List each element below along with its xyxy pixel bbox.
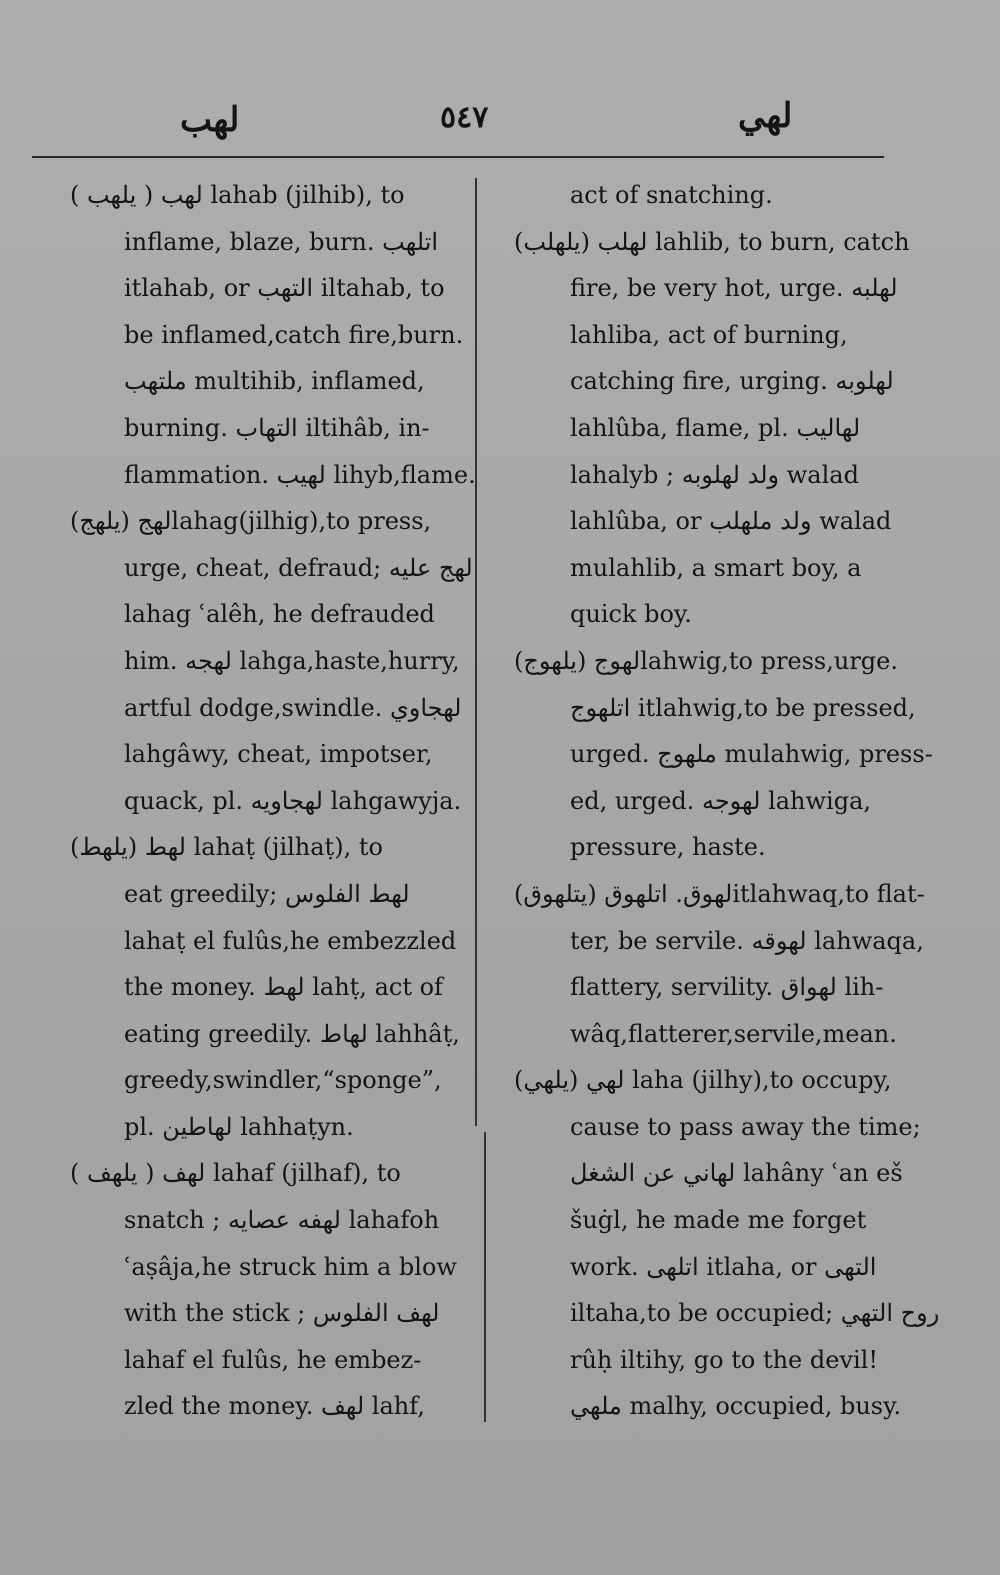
right-line: act of snatching. (570, 181, 773, 209)
left-line: لهط (يلهط) lahaṭ (jilhaṭ), to (70, 833, 383, 862)
right-line: urged. ملهوج mulahwig, press- (570, 740, 933, 769)
left-line: eat greedily; لهط الفلوس (124, 879, 410, 908)
left-line: be inflamed,catch fire,burn. (124, 320, 464, 349)
right-line: wâq,flatterer,servile,mean. (570, 1019, 897, 1048)
right-line: lahlûba, flame, pl. لهاليب (570, 413, 861, 442)
page-number: ٥٤٧ (440, 100, 489, 135)
left-line: lahaf el fulûs, he embez- (124, 1345, 422, 1374)
right-line: cause to pass away the time; (570, 1112, 921, 1141)
left-line: ملتهب multihib, inflamed, (124, 367, 425, 396)
left-line: snatch ; لهفه عصايه lahafoh (124, 1206, 440, 1235)
right-line: šuġl, he made me forget (570, 1206, 867, 1235)
right-line: lahliba, act of burning, (570, 320, 848, 349)
left-line: lahaṭ el fulûs,he embezzled (124, 926, 457, 955)
right-line: catching fire, urging. لهلوبه (570, 367, 894, 396)
right-line: flattery, servility. لهواق lih- (570, 973, 884, 1002)
right-line: quick boy. (570, 600, 692, 629)
left-line: zled the money. لهف lahf, (124, 1392, 425, 1421)
left-line: pl. لهاطين lahhaṭyn. (124, 1112, 354, 1141)
left-column (70, 172, 476, 1430)
right-line: fire, be very hot, urge. لهلبه (570, 274, 898, 303)
header-right-word: لهي (738, 96, 793, 136)
page-header (0, 92, 1000, 142)
left-line: ʿaṣâja,he struck him a blow (124, 1252, 457, 1281)
right-line: لهلب (يلهلب) lahlib, to burn, catch (514, 227, 910, 256)
left-line: artful dodge,swindle. لهجاوي (124, 693, 462, 722)
left-line: lahgâwy, cheat, impotser, (124, 740, 433, 769)
left-line: greedy,swindler,“sponge”, (124, 1066, 442, 1095)
right-line: لهوج (يلهوج)lahwig,to press,urge. (514, 646, 899, 675)
left-line: لهب ( يلهب ) lahab (jilhib), to (70, 181, 405, 209)
right-line: ter, be servile. لهوقه lahwaqa, (570, 926, 924, 955)
right-line: لهاني عن الشغل lahâny ʿan eš (570, 1159, 903, 1188)
right-line: mulahlib, a smart boy, a (570, 553, 862, 582)
right-column (514, 172, 940, 1430)
right-line: iltaha,to be occupied; روح التهي (570, 1299, 940, 1328)
left-line: urge, cheat, defraud; لهج عليه (124, 553, 473, 582)
header-rule (32, 156, 884, 158)
left-line: inflame, blaze, burn. اتلهب (124, 227, 439, 256)
right-line: rûḥ iltihy, go to the devil! (570, 1345, 878, 1374)
left-line: eating greedily. لهاط lahhâṭ, (124, 1019, 460, 1048)
left-line: quack, pl. لهجاويه lahgawyja. (124, 786, 462, 815)
left-line: لهف ( يلهف ) lahaf (jilhaf), to (70, 1159, 401, 1188)
left-line: him. لهجه lahga,haste,hurry, (124, 646, 460, 675)
right-line: لهي (يلهي) laha (jilhy),to occupy, (514, 1066, 892, 1095)
right-line: pressure, haste. (570, 833, 766, 862)
header-left-word: لهب (180, 100, 240, 140)
column-divider-upper (475, 178, 477, 1126)
left-line: itlahab, or التهب iltahab, to (124, 274, 445, 303)
column-divider-lower (484, 1132, 486, 1422)
left-line: with the stick ; لهف الفلوس (124, 1299, 440, 1328)
left-line: burning. التهاب iltihâb, in- (124, 413, 430, 442)
right-line: lahlûba, or ولد ملهلب walad (570, 507, 892, 536)
left-line: flammation. لهيب lihyb,flame. (124, 460, 476, 489)
right-line: ملهي malhy, occupied, busy. (570, 1392, 902, 1421)
right-line: work. اتلهى itlaha, or التهى (570, 1252, 877, 1281)
left-line: the money. لهط lahṭ, act of (124, 973, 443, 1002)
right-line: ed, urged. لهوجه lahwiga, (570, 786, 872, 815)
left-line: لهج (يلهج)lahag(jilhig),to press, (70, 507, 432, 536)
right-line: اتلهوج itlahwig,to be pressed, (570, 693, 916, 722)
right-line: lahalyb ; ولد لهلوبه walad (570, 460, 859, 489)
right-line: لهوق. اتلهوق (يتلهوق)itlahwaq,to flat- (514, 879, 925, 908)
left-line: lahag ʿalêh, he defrauded (124, 600, 435, 629)
